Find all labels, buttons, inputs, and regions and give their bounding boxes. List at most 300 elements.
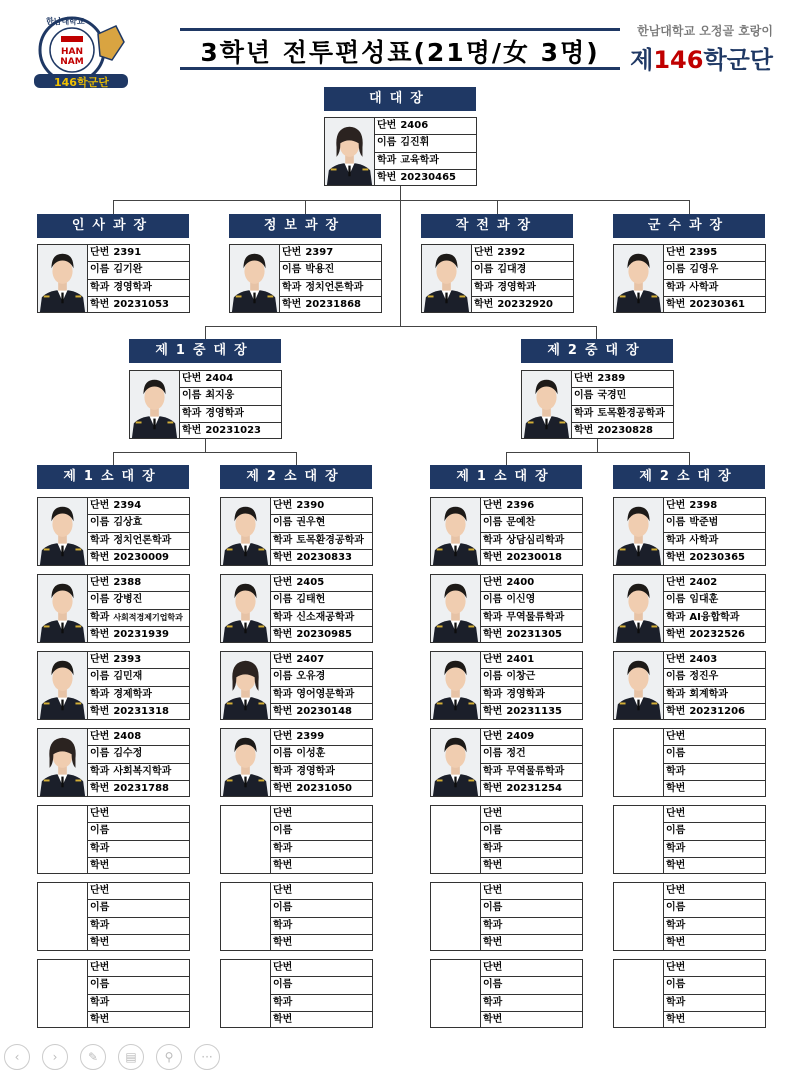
unit-number-label: 단번 (90, 500, 110, 511)
unit-number-row (88, 883, 189, 900)
unit-number-label: 단번 (273, 808, 293, 819)
person-info (271, 497, 373, 566)
department-label: 학과 (182, 407, 202, 419)
department-label: 학과 (574, 407, 594, 419)
department-label: 학과 (273, 534, 293, 546)
department-row (481, 533, 582, 550)
person-info (88, 497, 190, 566)
portrait-photo (521, 370, 572, 439)
student-id-label: 학번 (483, 628, 503, 640)
unit-number-label: 단번 (377, 120, 397, 131)
name-value: 권우현 (296, 517, 326, 529)
person-info (481, 651, 583, 720)
unit-number-label: 단번 (90, 808, 110, 819)
name-label: 이름 (90, 979, 110, 991)
name-label: 이름 (273, 825, 293, 837)
unit-number-value: 2391 (113, 247, 142, 258)
person-card (220, 651, 373, 720)
department-label: 학과 (483, 842, 503, 854)
unit-number-row (481, 806, 582, 823)
student-id-row (88, 781, 189, 798)
connector-line (689, 200, 690, 214)
unit-number-label: 단번 (483, 654, 503, 665)
person-card (613, 959, 766, 1028)
name-value: 최지웅 (205, 390, 235, 402)
person-card (430, 651, 583, 720)
name-label: 이름 (483, 594, 503, 606)
name-value: 강병진 (113, 594, 143, 606)
student-id-value: 20230985 (296, 628, 352, 640)
name-row (481, 746, 582, 763)
portrait-photo (37, 244, 88, 313)
student-id-value: 20231788 (113, 782, 169, 794)
department-label: 학과 (666, 534, 686, 546)
department-label: 학과 (474, 281, 494, 293)
title-top-line (180, 28, 620, 31)
student-id-label: 학번 (90, 298, 110, 310)
connector-line (305, 200, 306, 214)
name-label: 이름 (90, 825, 110, 837)
name-row (481, 823, 582, 840)
person-card (37, 728, 190, 797)
student-id-label: 학번 (483, 1013, 503, 1025)
name-label: 이름 (666, 671, 686, 683)
department-row (271, 610, 372, 627)
student-id-label: 학번 (90, 936, 110, 948)
connector-line (400, 186, 401, 326)
name-label: 이름 (483, 825, 503, 837)
name-row (481, 669, 582, 686)
department-value: 정치언론학과 (113, 534, 172, 546)
student-id-label: 학번 (273, 1013, 293, 1025)
department-row (88, 841, 189, 858)
student-id-value: 20231053 (113, 298, 169, 310)
student-id-label: 학번 (666, 936, 686, 948)
student-id-value: 20231135 (506, 705, 562, 717)
unit-number-label: 단번 (666, 247, 686, 258)
department-row (664, 687, 765, 704)
empty-photo-slot (220, 805, 271, 874)
name-label: 이름 (90, 748, 110, 760)
student-id-row (481, 858, 582, 875)
department-value: 경영학과 (506, 688, 545, 700)
name-label: 이름 (666, 825, 686, 837)
person-info (664, 882, 766, 951)
empty-photo-slot (613, 882, 664, 951)
person-info (271, 574, 373, 643)
person-card (324, 117, 477, 186)
student-id-row (481, 627, 582, 644)
role-label: 제1소대장 (37, 465, 189, 489)
unit-number-row (481, 498, 582, 515)
connector-line (506, 452, 690, 453)
person-card (37, 497, 190, 566)
department-row (664, 533, 765, 550)
student-id-label: 학번 (90, 782, 110, 794)
zoom-icon[interactable]: ⚲ (156, 1044, 182, 1070)
student-id-row (664, 550, 765, 567)
student-id-value: 20231050 (296, 782, 352, 794)
unit-number-row (271, 575, 372, 592)
name-label: 이름 (282, 264, 302, 276)
student-id-label: 학번 (273, 551, 293, 563)
unit-number-row (664, 960, 765, 977)
department-row (88, 610, 189, 627)
person-card (430, 882, 583, 951)
department-row (271, 995, 372, 1012)
person-card (37, 805, 190, 874)
name-label: 이름 (666, 902, 686, 914)
name-label: 이름 (90, 902, 110, 914)
unit-number-row (664, 652, 765, 669)
name-row (88, 823, 189, 840)
portrait-photo (430, 728, 481, 797)
empty-photo-slot (37, 805, 88, 874)
person-info (481, 805, 583, 874)
connector-line (205, 326, 206, 339)
person-info (88, 728, 190, 797)
person-card (613, 244, 766, 313)
student-id-label: 학번 (483, 551, 503, 563)
unit-number-value: 2395 (689, 247, 718, 258)
person-card (220, 497, 373, 566)
unit-number-row (481, 883, 582, 900)
name-row (271, 823, 372, 840)
department-value: 경영학과 (296, 765, 335, 777)
student-id-value: 20230018 (506, 551, 562, 563)
connector-line (596, 326, 597, 339)
student-id-row (271, 1012, 372, 1029)
department-label: 학과 (90, 534, 110, 546)
department-row (481, 918, 582, 935)
person-info (481, 728, 583, 797)
name-value: 이창근 (506, 671, 536, 683)
unit-number-label: 단번 (483, 962, 503, 973)
student-id-label: 학번 (666, 551, 686, 563)
person-card (613, 574, 766, 643)
unit-number-row (280, 245, 381, 262)
student-id-row (271, 781, 372, 798)
name-label: 이름 (474, 264, 494, 276)
department-label: 학과 (483, 688, 503, 700)
student-id-row (88, 704, 189, 721)
department-row (271, 918, 372, 935)
department-row (481, 841, 582, 858)
portrait-photo (613, 244, 664, 313)
brand-number: 146 (653, 46, 704, 74)
department-label: 학과 (90, 919, 110, 931)
department-value: 사학과 (689, 534, 719, 546)
student-id-row (280, 297, 381, 314)
unit-number-row (472, 245, 573, 262)
department-row (664, 841, 765, 858)
connector-line (113, 200, 114, 214)
department-row (88, 918, 189, 935)
unit-number-row (271, 498, 372, 515)
name-row (664, 262, 765, 279)
connector-line (113, 200, 690, 201)
department-row (88, 280, 189, 297)
unit-number-row (88, 498, 189, 515)
name-label: 이름 (90, 671, 110, 683)
slides-icon[interactable]: ▤ (118, 1044, 144, 1070)
unit-number-label: 단번 (574, 373, 594, 384)
unit-number-label: 단번 (273, 654, 293, 665)
unit-number-value: 2400 (506, 577, 535, 588)
unit-number-row (88, 806, 189, 823)
student-id-value: 20230465 (400, 171, 456, 183)
department-label: 학과 (273, 611, 293, 623)
person-info (664, 497, 766, 566)
connector-line (497, 200, 498, 214)
brand-suffix: 학군단 (703, 46, 773, 74)
student-id-row (271, 704, 372, 721)
student-id-row (88, 935, 189, 952)
unit-number-row (481, 652, 582, 669)
unit-number-row (664, 245, 765, 262)
portrait-photo (613, 574, 664, 643)
department-value: 정치언론학과 (305, 281, 364, 293)
empty-photo-slot (37, 959, 88, 1028)
name-row (88, 592, 189, 609)
student-id-label: 학번 (90, 1013, 110, 1025)
student-id-label: 학번 (483, 859, 503, 871)
unit-number-value: 2393 (113, 654, 142, 665)
name-row (88, 262, 189, 279)
name-row (664, 515, 765, 532)
unit-number-row (271, 652, 372, 669)
portrait-photo (37, 497, 88, 566)
person-card (220, 574, 373, 643)
unit-number-label: 단번 (474, 247, 494, 258)
student-id-row (271, 550, 372, 567)
more-icon[interactable]: ··· (194, 1044, 220, 1070)
department-row (280, 280, 381, 297)
title-box (180, 28, 620, 70)
department-row (88, 764, 189, 781)
person-card (220, 959, 373, 1028)
role-label: 군수과장 (613, 214, 765, 238)
department-row (664, 610, 765, 627)
student-id-label: 학번 (90, 628, 110, 640)
department-label: 학과 (377, 154, 397, 166)
person-info (88, 805, 190, 874)
person-card (430, 574, 583, 643)
person-card (430, 805, 583, 874)
portrait-photo (220, 574, 271, 643)
student-id-row (472, 297, 573, 314)
unit-number-label: 단번 (666, 885, 686, 896)
person-info (271, 728, 373, 797)
department-label: 학과 (483, 919, 503, 931)
person-info (664, 805, 766, 874)
person-card (421, 244, 574, 313)
department-label: 학과 (90, 281, 110, 293)
connector-line (689, 452, 690, 465)
name-value: 정진우 (689, 671, 719, 683)
department-row (472, 280, 573, 297)
name-label: 이름 (666, 748, 686, 760)
name-label: 이름 (182, 390, 202, 402)
person-info (375, 117, 477, 186)
person-card (430, 959, 583, 1028)
person-info (88, 651, 190, 720)
student-id-label: 학번 (574, 424, 594, 436)
unit-number-label: 단번 (666, 731, 686, 742)
unit-number-label: 단번 (483, 808, 503, 819)
department-row (481, 764, 582, 781)
name-row (572, 388, 673, 405)
person-info (180, 370, 282, 439)
student-id-row (88, 1012, 189, 1029)
name-label: 이름 (574, 390, 594, 402)
role-label: 정보과장 (229, 214, 381, 238)
unit-number-row (664, 883, 765, 900)
name-label: 이름 (273, 748, 293, 760)
unit-number-label: 단번 (666, 577, 686, 588)
role-label: 제2소대장 (613, 465, 765, 489)
name-row (664, 823, 765, 840)
student-id-label: 학번 (666, 859, 686, 871)
department-label: 학과 (273, 842, 293, 854)
person-card (37, 959, 190, 1028)
name-value: 김태헌 (296, 594, 326, 606)
student-id-row (664, 297, 765, 314)
person-info (664, 728, 766, 797)
prev-icon[interactable]: ‹ (4, 1044, 30, 1070)
name-label: 이름 (273, 517, 293, 529)
department-label: 학과 (666, 281, 686, 293)
unit-number-label: 단번 (90, 654, 110, 665)
name-label: 이름 (90, 264, 110, 276)
name-row (481, 900, 582, 917)
empty-photo-slot (613, 728, 664, 797)
name-label: 이름 (483, 748, 503, 760)
department-label: 학과 (666, 996, 686, 1008)
department-label: 학과 (90, 611, 110, 623)
role-label: 작전과장 (421, 214, 573, 238)
role-label: 제1중대장 (129, 339, 281, 363)
name-value: 정건 (506, 748, 526, 760)
brand-subtitle: 한남대학교 오정골 호랑이 (637, 24, 773, 38)
student-id-value: 20232526 (689, 628, 745, 640)
name-value: 김상효 (113, 517, 143, 529)
unit-number-label: 단번 (483, 577, 503, 588)
name-row (88, 515, 189, 532)
department-row (375, 153, 476, 170)
person-info (664, 574, 766, 643)
name-row (88, 746, 189, 763)
empty-photo-slot (220, 882, 271, 951)
name-label: 이름 (666, 594, 686, 606)
unit-number-value: 2390 (296, 500, 325, 511)
department-row (664, 918, 765, 935)
name-label: 이름 (273, 671, 293, 683)
department-label: 학과 (90, 842, 110, 854)
student-id-label: 학번 (483, 936, 503, 948)
department-label: 학과 (483, 534, 503, 546)
department-value: 교육학과 (400, 154, 439, 166)
department-label: 학과 (483, 765, 503, 777)
department-row (572, 406, 673, 423)
portrait-photo (613, 651, 664, 720)
unit-number-label: 단번 (273, 577, 293, 588)
department-value: 경영학과 (113, 281, 152, 293)
department-label: 학과 (666, 765, 686, 777)
unit-number-row (271, 806, 372, 823)
department-value: 회계학과 (689, 688, 728, 700)
unit-number-label: 단번 (90, 247, 110, 258)
unit-number-label: 단번 (90, 962, 110, 973)
portrait-photo (229, 244, 280, 313)
student-id-value: 20231939 (113, 628, 169, 640)
unit-number-label: 단번 (273, 962, 293, 973)
department-label: 학과 (666, 688, 686, 700)
department-row (88, 687, 189, 704)
empty-photo-slot (430, 882, 481, 951)
student-id-label: 학번 (273, 705, 293, 717)
unit-number-value: 2396 (506, 500, 535, 511)
name-row (271, 977, 372, 994)
name-value: 김진휘 (400, 137, 430, 149)
person-card (220, 805, 373, 874)
student-id-row (481, 781, 582, 798)
unit-number-row (664, 729, 765, 746)
unit-number-value: 2409 (506, 731, 535, 742)
connector-line (296, 452, 297, 465)
student-id-row (664, 935, 765, 952)
logo-unit-text: 146학군단 (54, 76, 109, 89)
next-icon[interactable]: › (42, 1044, 68, 1070)
person-info (271, 651, 373, 720)
student-id-row (572, 423, 673, 440)
portrait-photo (37, 728, 88, 797)
department-value: 경영학과 (205, 407, 244, 419)
unit-number-value: 2408 (113, 731, 142, 742)
student-id-row (481, 1012, 582, 1029)
portrait-photo (220, 728, 271, 797)
student-id-value: 20231868 (305, 298, 361, 310)
student-id-value: 20231023 (205, 424, 261, 436)
person-info (88, 882, 190, 951)
department-row (88, 995, 189, 1012)
name-row (664, 669, 765, 686)
name-value: 박준범 (689, 517, 719, 529)
name-label: 이름 (483, 671, 503, 683)
unit-number-label: 단번 (182, 373, 202, 384)
student-id-label: 학번 (273, 628, 293, 640)
name-value: 임대훈 (689, 594, 719, 606)
student-id-value: 20232920 (497, 298, 553, 310)
empty-photo-slot (430, 959, 481, 1028)
svg-text:NAM: NAM (60, 57, 84, 67)
slideshow-toolbar (0, 1042, 240, 1073)
unit-number-label: 단번 (666, 500, 686, 511)
role-label: 제2소대장 (220, 465, 372, 489)
department-row (481, 610, 582, 627)
student-id-label: 학번 (182, 424, 202, 436)
department-row (271, 687, 372, 704)
student-id-value: 20231318 (113, 705, 169, 717)
department-label: 학과 (282, 281, 302, 293)
name-label: 이름 (483, 979, 503, 991)
student-id-value: 20230148 (296, 705, 352, 717)
empty-photo-slot (220, 959, 271, 1028)
pen-icon[interactable]: ✎ (80, 1044, 106, 1070)
unit-number-row (271, 883, 372, 900)
person-info (664, 244, 766, 313)
department-value: 무역물류학과 (506, 765, 565, 777)
